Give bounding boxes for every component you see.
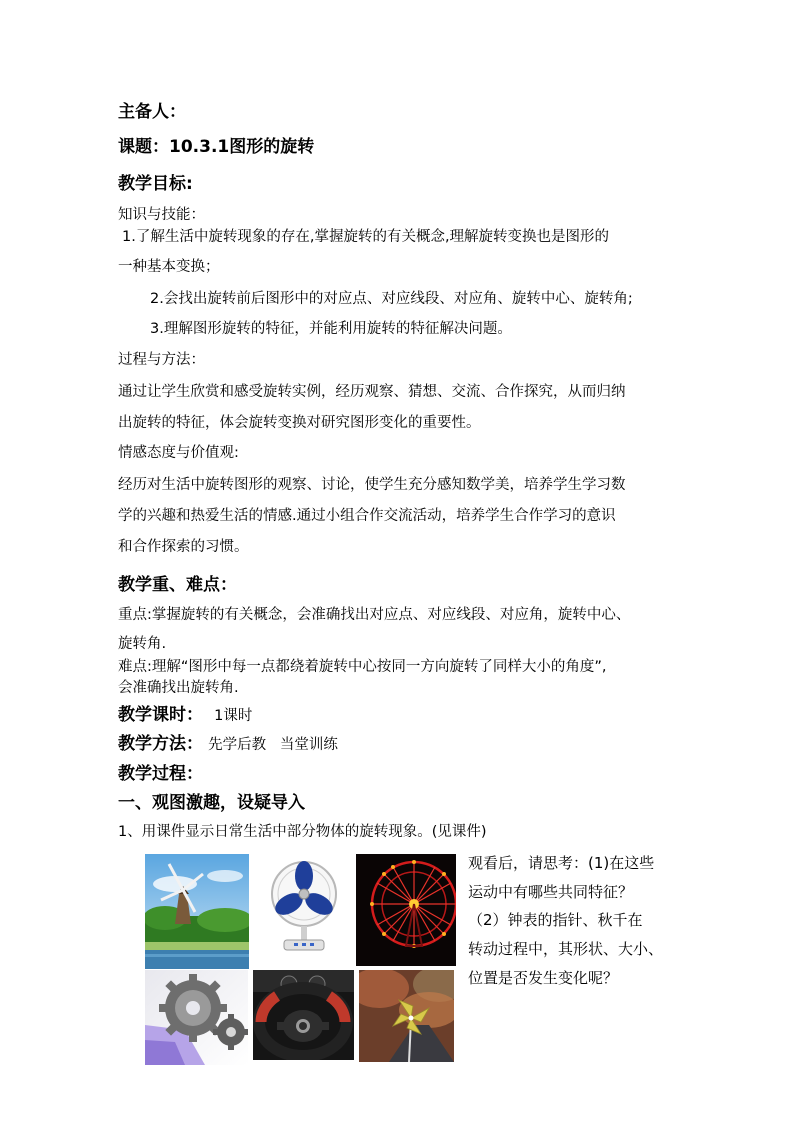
emotion-line-2: 学的兴趣和热爱生活的情感.通过小组合作交流活动，培养学生合作学习的意识	[118, 508, 616, 524]
method-value: 先学后教 当堂训练	[208, 737, 338, 753]
method-label: 教学方法：	[118, 734, 203, 754]
pinwheel-photo	[359, 970, 454, 1062]
preparer-heading: 主备人：	[118, 102, 186, 122]
topic-heading: 课题：10.3.1图形的旋转	[118, 137, 315, 157]
knowledge-label: 知识与技能：	[118, 207, 205, 223]
goal-item-3: 3.理解图形旋转的特征，并能利用旋转的特征解决问题。	[150, 321, 512, 337]
hours-line	[118, 707, 252, 724]
question-line-5: 位置是否发生变化呢？	[468, 969, 619, 987]
method-line	[118, 736, 338, 753]
process-heading: 教学过程：	[118, 764, 203, 784]
section-1-heading: 一、观图激趣，设疑导入	[118, 793, 305, 813]
question-line-4: 转动过程中，其形状、大小、	[468, 940, 664, 958]
process-label: 过程与方法：	[118, 352, 205, 368]
windmill-photo	[145, 854, 249, 969]
steering-wheel-photo	[253, 970, 354, 1060]
goal-item-1-line-2: 一种基本变换；	[118, 259, 220, 275]
question-line-1: 观看后，请思考：(1)在这些	[468, 854, 655, 872]
key-point-line-1: 重点:掌握旋转的有关概念，会准确找出对应点、对应线段、对应角，旋转中心、	[118, 607, 631, 623]
hours-label: 教学课时：	[118, 705, 203, 725]
goals-heading: 教学目标:	[118, 174, 193, 194]
gears-photo	[145, 970, 248, 1065]
key-point-line-2: 旋转角.	[118, 636, 167, 652]
emotion-label: 情感态度与价值观:	[118, 445, 239, 461]
step-1-text: 1、用课件显示日常生活中部分物体的旋转现象。(见课件)	[118, 824, 487, 840]
difficult-point-line-1: 难点:理解“图形中每一点都绕着旋转中心按同一方向旋转了同样大小的角度”,	[118, 659, 607, 675]
electric-fan-photo	[258, 854, 350, 957]
question-line-3: （2）钟表的指针、秋千在	[468, 911, 643, 929]
process-line-2: 出旋转的特征，体会旋转变换对研究图形变化的重要性。	[118, 415, 481, 431]
difficult-point-line-2: 会准确找出旋转角.	[118, 680, 239, 696]
goal-item-2: 2.会找出旋转前后图形中的对应点、对应线段、对应角、旋转中心、旋转角;	[150, 291, 633, 307]
question-line-2: 运动中有哪些共同特征？	[468, 883, 634, 901]
emotion-line-1: 经历对生活中旋转图形的观察、讨论，使学生充分感知数学美，培养学生学习数	[118, 477, 626, 493]
hours-value: 1课时	[214, 708, 253, 724]
keypoints-heading: 教学重、难点：	[118, 575, 237, 595]
ferris-wheel-photo	[356, 854, 456, 966]
goal-item-1-line-1: 1.了解生活中旋转现象的存在,掌握旋转的有关概念,理解旋转变换也是图形的	[122, 229, 610, 245]
emotion-line-3: 和合作探索的习惯。	[118, 539, 249, 555]
process-line-1: 通过让学生欣赏和感受旋转实例，经历观察、猜想、交流、合作探究，从而归纳	[118, 384, 626, 400]
